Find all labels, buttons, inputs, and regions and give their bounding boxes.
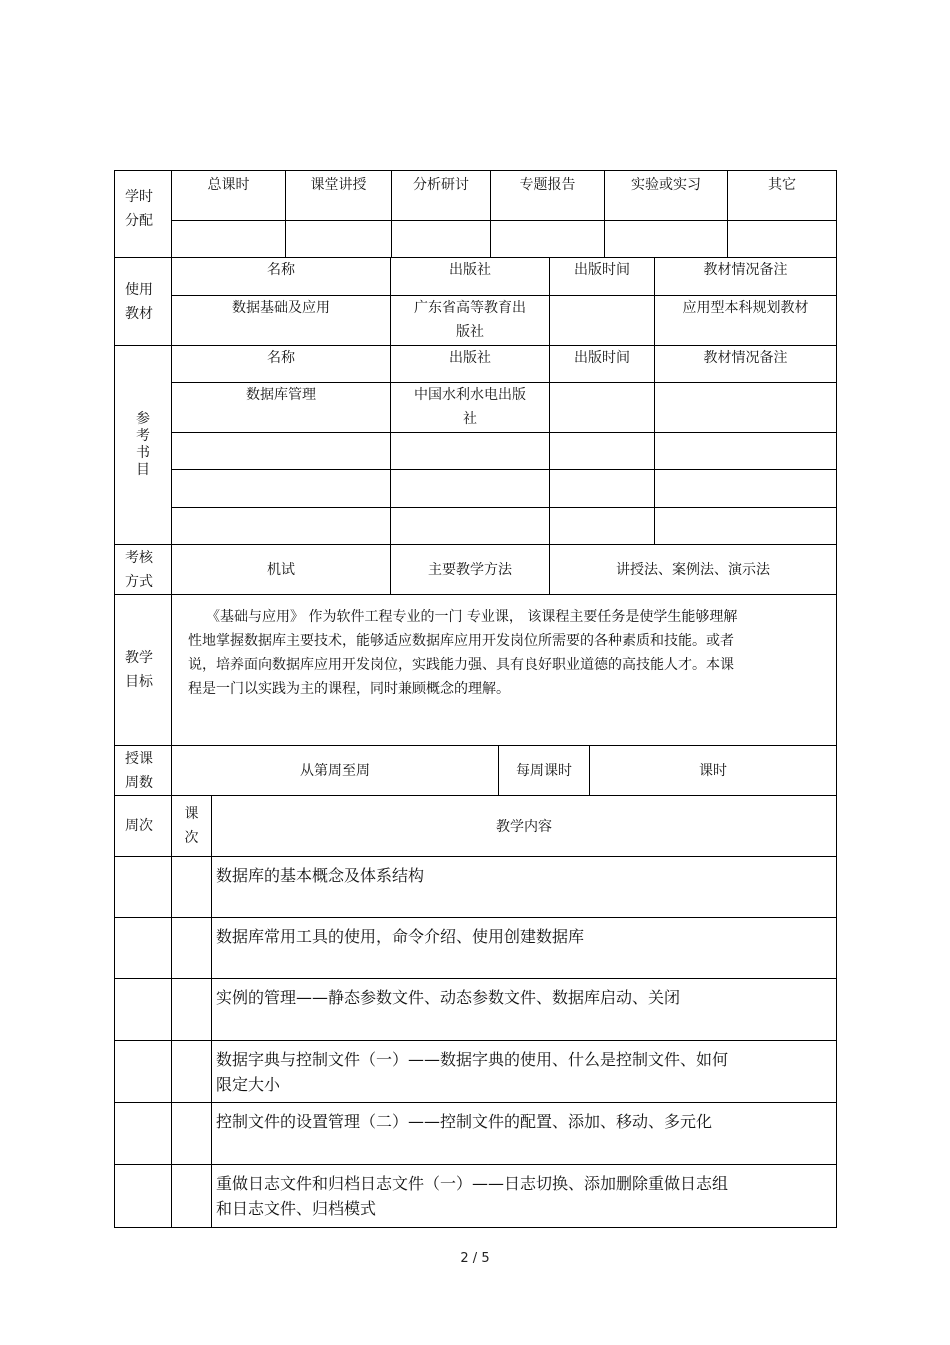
hours-value-lab (605, 221, 728, 258)
goal-label: 教学 目标 (115, 595, 172, 745)
hours-header-total: 总课时 (172, 171, 286, 220)
course-table (114, 170, 837, 1228)
goal-line: 说，培养面向数据库应用开发岗位，实践能力强、具有良好职业道德的高技能人才。本课 (188, 657, 734, 673)
schedule-lesson-cell (172, 857, 212, 917)
reference-name: 数据库管理 (172, 383, 391, 432)
schedule-week-cell (115, 1041, 172, 1102)
reference-note (655, 383, 836, 432)
textbook-header-note: 教材情况备注 (703, 262, 788, 278)
teaching-method-label: 主要教学方法 (391, 545, 550, 594)
textbook-row (115, 258, 836, 346)
reference-label: 参 考 书 目 (115, 346, 172, 544)
page-number: 2 / 5 (460, 1251, 490, 1266)
textbook-publisher: 广东省高等教育出 版社 (391, 296, 550, 346)
textbook-note: 应用型本科规划教材 (682, 300, 809, 316)
schedule-lesson-cell (172, 1041, 212, 1102)
schedule-row (115, 1103, 836, 1165)
per-week-value: 课时 (699, 762, 727, 779)
textbook-header-publisher: 出版社 (391, 258, 550, 295)
hours-row (115, 171, 836, 258)
goal-line: 《基础与应用》 作为软件工程专业的一门 专业课， 该课程主要任务是使学生能够理解 (206, 609, 738, 625)
hours-value-discussion (392, 221, 491, 258)
hours-header-lecture: 课堂讲授 (286, 171, 392, 220)
reference-empty-cell (391, 508, 550, 545)
textbook-name: 数据基础及应用 (172, 296, 391, 346)
reference-empty-cell (391, 433, 550, 469)
hours-value-total (172, 221, 286, 258)
schedule-lesson-cell (172, 979, 212, 1040)
weeks-row (115, 746, 836, 796)
reference-empty-cell (172, 470, 391, 507)
schedule-row (115, 1041, 836, 1103)
schedule-week-cell (115, 918, 172, 978)
textbook-label: 使用 教材 (115, 258, 172, 345)
reference-row (115, 346, 836, 545)
weeks-label: 授课 周数 (115, 746, 172, 795)
goal-text (188, 605, 828, 701)
schedule-content: 实例的管理——静态参数文件、动态参数文件、数据库启动、关闭 (216, 988, 681, 1007)
schedule-week-cell (115, 979, 172, 1040)
hours-value-report (491, 221, 605, 258)
reference-date (550, 383, 655, 432)
schedule-row (115, 857, 836, 918)
hours-header-lab: 实验或实习 (605, 171, 728, 220)
schedule-week-cell (115, 1165, 172, 1227)
schedule-lesson-cell (172, 1103, 212, 1164)
reference-empty-cell (655, 470, 836, 507)
weeks-range: 从第周至周 (172, 746, 499, 795)
hours-header-report: 专题报告 (491, 171, 605, 220)
goal-line: 程是一门以实践为主的课程，同时兼顾概念的理解。 (188, 681, 510, 697)
schedule-col-content: 教学内容 (496, 819, 552, 835)
goal-line: 性地掌握数据库主要技术，能够适应数据库应用开发岗位所需要的各种素质和技能。或者 (188, 633, 734, 649)
schedule-lesson-cell (172, 918, 212, 978)
textbook-header-date: 出版时间 (550, 258, 655, 295)
reference-empty-cell (172, 508, 391, 545)
schedule-week-cell (115, 857, 172, 917)
reference-empty-cell (550, 470, 655, 507)
hours-header-discussion: 分析研讨 (392, 171, 491, 220)
reference-header-name: 名称 (172, 346, 391, 382)
goal-row (115, 595, 836, 746)
schedule-content: 数据库的基本概念及体系结构 (216, 866, 425, 885)
schedule-col-week: 周次 (115, 796, 172, 856)
reference-header-note: 教材情况备注 (703, 350, 788, 366)
reference-empty-cell (655, 508, 836, 545)
reference-empty-cell (391, 470, 550, 507)
reference-header-publisher: 出版社 (391, 346, 550, 382)
teaching-method-value: 讲授法、案例法、演示法 (616, 561, 770, 578)
schedule-header (115, 796, 836, 857)
schedule-week-cell (115, 1103, 172, 1164)
schedule-content: 数据库常用工具的使用，命令介绍、使用创建数据库 (216, 927, 585, 946)
schedule-row (115, 979, 836, 1041)
reference-empty-cell (172, 433, 391, 469)
schedule-lesson-cell (172, 1165, 212, 1227)
per-week-label: 每周课时 (499, 746, 590, 795)
hours-label: 学时 分配 (115, 171, 172, 257)
textbook-date (550, 296, 655, 346)
schedule-content: 控制文件的设置管理（二）——控制文件的配置、添加、移动、多元化 (216, 1112, 713, 1131)
textbook-header-name: 名称 (172, 258, 391, 295)
reference-empty-cell (550, 508, 655, 545)
hours-value-other (728, 221, 836, 258)
reference-empty-cell (655, 433, 836, 469)
exam-label: 考核 方式 (115, 545, 172, 594)
exam-method: 机试 (172, 545, 391, 594)
schedule-content: 数据字典与控制文件（一）——数据字典的使用、什么是控制文件、如何 限定大小 (216, 1050, 729, 1094)
schedule-content: 重做日志文件和归档日志文件（一）——日志切换、添加删除重做日志组 和日志文件、归档模式 (216, 1174, 729, 1218)
hours-value-lecture (286, 221, 392, 258)
schedule-col-lesson: 课 次 (172, 796, 212, 856)
reference-header-date: 出版时间 (550, 346, 655, 382)
reference-empty-cell (550, 433, 655, 469)
schedule-row (115, 918, 836, 979)
schedule-row (115, 1165, 836, 1227)
reference-publisher: 中国水利水电出版 社 (391, 383, 550, 432)
exam-row (115, 545, 836, 595)
hours-header-other: 其它 (768, 177, 796, 193)
